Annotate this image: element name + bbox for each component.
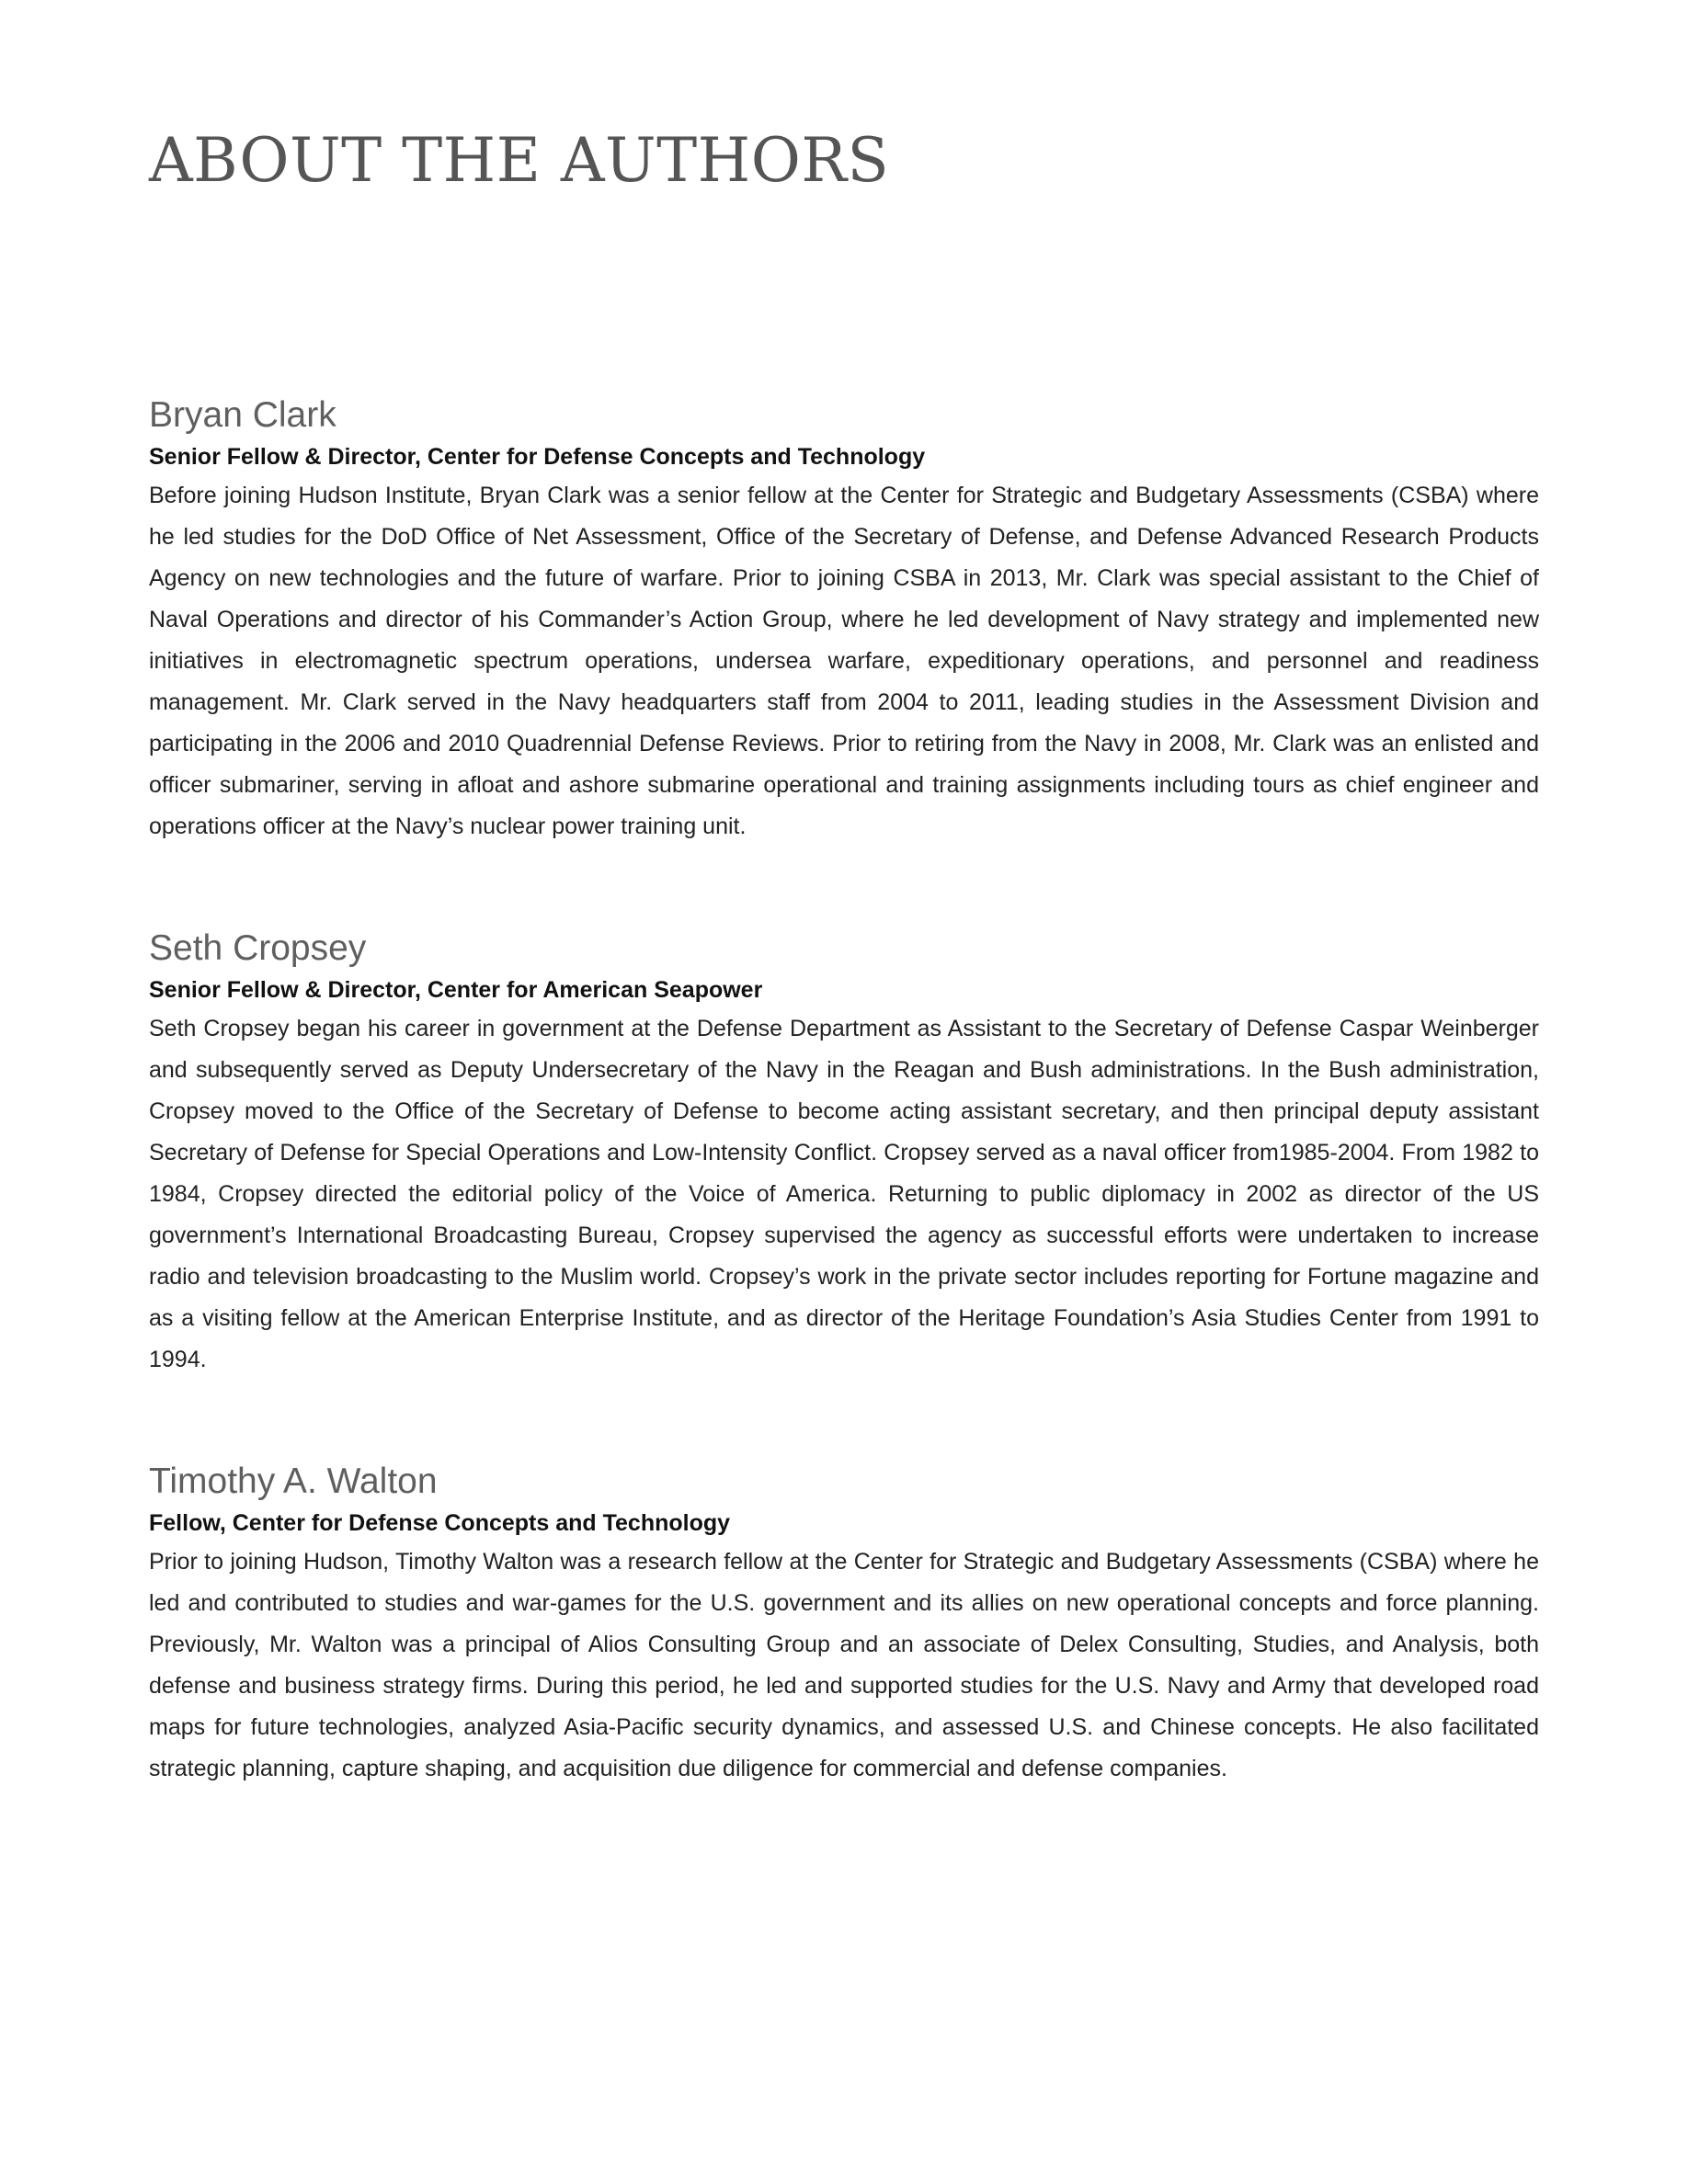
author-section-timothy-walton	[149, 1460, 1539, 1790]
page-title: ABOUT THE AUTHORS	[149, 125, 890, 196]
author-bio: Prior to joining Hudson, Timothy Walton was a research fellow at the Center for Strategic and Budgetary Assessments (CSBA) where he led and contributed to studies and war-games for the U.S. government and its allies on new operational concepts and force planning. Previously, Mr. Walton was a principal of Alios Consulting Group and an associate of Delex Consulting, Studies, and Analysis, both defense and business strategy firms. During this period, he led and supported studies for the U.S. Navy and Army that developed road maps for future technologies, analyzed Asia-Pacific security dynamics, and assessed U.S. and Chinese concepts. He also facilitated strategic planning, capture shaping, and acquisition due diligence for commercial and defense companies.	[149, 1549, 1539, 1781]
author-name: Bryan Clark	[149, 395, 336, 435]
author-name: Timothy A. Walton	[149, 1462, 438, 1501]
author-bio: Before joining Hudson Institute, Bryan Clark was a senior fellow at the Center for Strategic and Budgetary Assessments (CSBA) where he led studies for the DoD Office of Net Assessment, Office of the Secretary of Defense, and Defense Advanced Research Products Agency on new technologies and the future of warfare. Prior to joining CSBA in 2013, Mr. Clark was special assistant to the Chief of Naval Operations and director of his Commander’s Action Group, where he led development of Navy strategy and implemented new initiatives in electromagnetic spectrum operations, undersea warfare, expeditionary operations, and personnel and readiness management. Mr. Clark served in the Navy headquarters staff from 2004 to 2011, leading studies in the Assessment Division and participating in the 2006 and 2010 Quadrennial Defense Reviews. Prior to retiring from the Navy in 2008, Mr. Clark was an enlisted and officer submariner, serving in afloat and ashore submarine operational and training assignments including tours as chief engineer and operations officer at the Navy’s nuclear power training unit.	[149, 483, 1539, 839]
author-role: Fellow, Center for Defense Concepts and Technology	[149, 1510, 731, 1536]
author-role: Senior Fellow & Director, Center for Defense Concepts and Technology	[149, 444, 926, 470]
author-role: Senior Fellow & Director, Center for American Seapower	[149, 977, 763, 1003]
author-bio: Seth Cropsey began his career in government at the Defense Department as Assistant to the Secretary of Defense Caspar Weinberger and subsequently served as Deputy Undersecretary of the Navy in the Reagan and Bush administrations. In the Bush administration, Cropsey moved to the Office of the Secretary of Defense to become acting assistant secretary, and then principal deputy assistant Secretary of Defense for Special Operations and Low-Intensity Conflict. Cropsey served as a naval officer from1985-2004. From 1982 to 1984, Cropsey directed the editorial policy of the Voice of America. Returning to public diplomacy in 2002 as director of the US government’s International Broadcasting Bureau, Cropsey supervised the agency as successful efforts were undertaken to increase radio and television broadcasting to the Muslim world. Cropsey’s work in the private sector includes reporting for Fortune magazine and as a visiting fellow at the American Enterprise Institute, and as director of the Heritage Foundation’s Asia Studies Center from 1991 to 1994.	[149, 1016, 1539, 1372]
author-name: Seth Cropsey	[149, 928, 367, 968]
author-section-seth-cropsey	[149, 927, 1539, 1381]
author-section-bryan-clark	[149, 393, 1539, 847]
